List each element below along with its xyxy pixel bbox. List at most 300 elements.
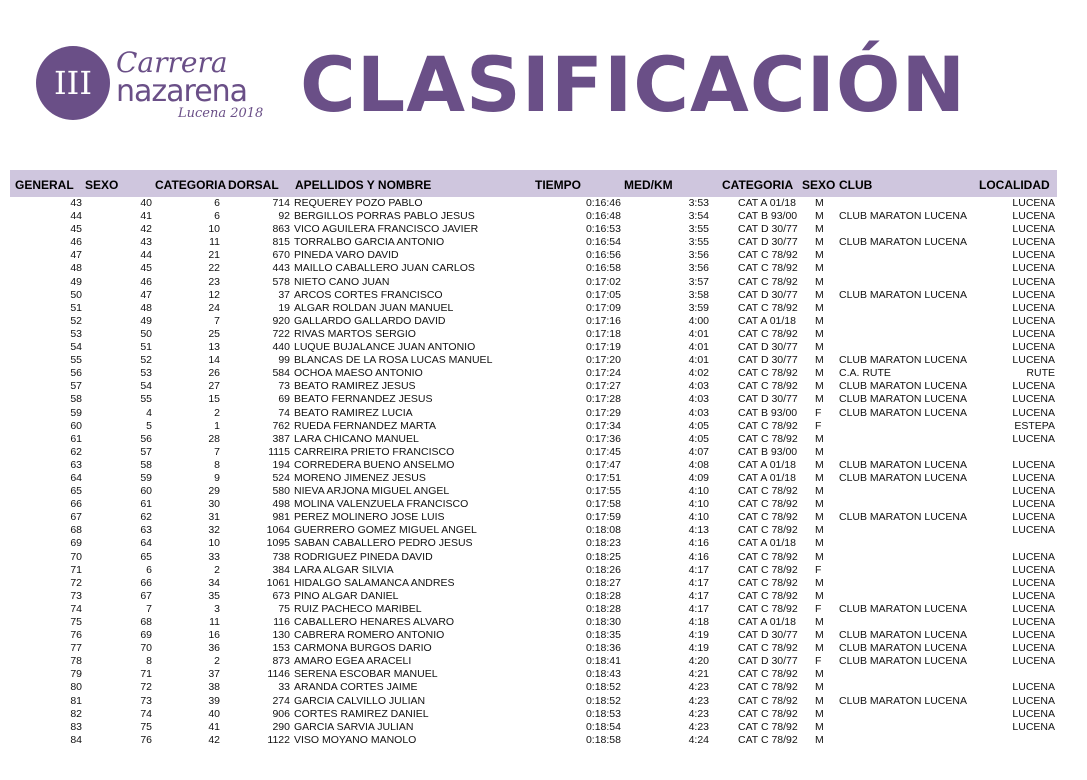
table-row bbox=[0, 721, 1087, 734]
pace-cell: 3:53 bbox=[688, 197, 709, 209]
runner-name-cell: VICO AGUILERA FRANCISCO JAVIER bbox=[294, 223, 479, 236]
sex-rank-cell: 58 bbox=[140, 458, 152, 471]
locality-cell: LUCENA bbox=[1012, 380, 1055, 393]
runner-name-cell: LARA CHICANO MANUEL bbox=[294, 432, 419, 445]
time-cell: 0:18:27 bbox=[585, 576, 621, 589]
table-row bbox=[0, 197, 1087, 210]
category-cell: CAT A 01/18 bbox=[738, 197, 796, 209]
category-cell: CAT D 30/77 bbox=[738, 629, 798, 642]
general-cell: 51 bbox=[70, 301, 82, 314]
category-cell: CAT C 78/92 bbox=[738, 720, 798, 733]
club-cell: CLUB MARATON LUCENA bbox=[839, 210, 967, 223]
runner-name-cell: CORREDERA BUENO ANSELMO bbox=[294, 458, 455, 471]
dorsal-cell: 1061 bbox=[266, 576, 290, 589]
category-cell: CAT D 30/77 bbox=[738, 655, 798, 668]
time-cell: 0:18:43 bbox=[585, 668, 621, 681]
pace-cell: 4:01 bbox=[688, 354, 709, 367]
locality-cell: LUCENA bbox=[1012, 629, 1055, 642]
category-rank-cell: 40 bbox=[208, 707, 220, 720]
sex-rank-cell: 40 bbox=[140, 197, 152, 209]
time-cell: 0:16:56 bbox=[585, 249, 621, 262]
general-cell: 59 bbox=[70, 406, 82, 419]
pace-cell: 4:17 bbox=[688, 602, 709, 615]
category-cell: CAT C 78/92 bbox=[738, 733, 798, 746]
pace-cell: 4:05 bbox=[688, 419, 709, 432]
table-row bbox=[0, 223, 1087, 236]
sex-cell: M bbox=[815, 354, 824, 367]
sex-cell: M bbox=[815, 720, 824, 733]
dorsal-cell: 873 bbox=[272, 655, 290, 668]
locality-cell: LUCENA bbox=[1012, 262, 1055, 275]
category-cell: CAT D 30/77 bbox=[738, 223, 798, 236]
pace-cell: 4:23 bbox=[688, 681, 709, 694]
category-cell: CAT C 78/92 bbox=[738, 589, 798, 602]
table-row bbox=[0, 328, 1087, 341]
sex-cell: M bbox=[815, 197, 824, 209]
pace-cell: 4:10 bbox=[688, 511, 709, 524]
locality-cell: LUCENA bbox=[1012, 694, 1055, 707]
sex-rank-cell: 60 bbox=[140, 485, 152, 498]
category-cell: CAT C 78/92 bbox=[738, 524, 798, 537]
runner-name-cell: ARANDA CORTES JAIME bbox=[294, 681, 418, 694]
category-cell: CAT C 78/92 bbox=[738, 327, 798, 340]
sex-cell: M bbox=[815, 485, 824, 498]
runner-name-cell: BLANCAS DE LA ROSA LUCAS MANUEL bbox=[294, 354, 493, 367]
header-localidad: LOCALIDAD bbox=[979, 178, 1050, 192]
pace-cell: 4:19 bbox=[688, 642, 709, 655]
pace-cell: 4:23 bbox=[688, 707, 709, 720]
sex-rank-cell: 59 bbox=[140, 471, 152, 484]
category-cell: CAT B 93/00 bbox=[738, 210, 798, 223]
dorsal-cell: 384 bbox=[272, 563, 290, 576]
runner-name-cell: ARCOS CORTES FRANCISCO bbox=[294, 288, 443, 301]
pace-cell: 4:19 bbox=[688, 629, 709, 642]
general-cell: 64 bbox=[70, 471, 82, 484]
time-cell: 0:17:59 bbox=[585, 511, 621, 524]
table-row bbox=[0, 380, 1087, 393]
logo-line-place-year: Lucena 2018 bbox=[178, 106, 264, 121]
category-rank-cell: 42 bbox=[208, 733, 220, 746]
time-cell: 0:18:36 bbox=[585, 642, 621, 655]
table-row bbox=[0, 420, 1087, 433]
time-cell: 0:18:08 bbox=[585, 524, 621, 537]
runner-name-cell: CARREIRA PRIETO FRANCISCO bbox=[294, 445, 455, 458]
dorsal-cell: 714 bbox=[272, 197, 290, 209]
dorsal-cell: 1146 bbox=[267, 668, 290, 681]
club-cell: CLUB MARATON LUCENA bbox=[839, 288, 967, 301]
category-rank-cell: 9 bbox=[214, 471, 220, 484]
table-row bbox=[0, 354, 1087, 367]
locality-cell: LUCENA bbox=[1012, 471, 1055, 484]
locality-cell: LUCENA bbox=[1012, 327, 1055, 340]
category-rank-cell: 35 bbox=[208, 589, 220, 602]
category-cell: CAT C 78/92 bbox=[738, 668, 798, 681]
runner-name-cell: RODRIGUEZ PINEDA DAVID bbox=[294, 550, 433, 563]
runner-name-cell: ALGAR ROLDAN JUAN MANUEL bbox=[294, 301, 454, 314]
pace-cell: 3:57 bbox=[688, 275, 709, 288]
category-cell: CAT C 78/92 bbox=[738, 367, 798, 380]
category-rank-cell: 6 bbox=[214, 210, 220, 223]
pace-cell: 4:16 bbox=[688, 550, 709, 563]
dorsal-cell: 580 bbox=[272, 485, 290, 498]
sex-cell: M bbox=[815, 341, 824, 354]
time-cell: 0:18:25 bbox=[585, 550, 621, 563]
category-rank-cell: 30 bbox=[208, 498, 220, 511]
table-row bbox=[0, 668, 1087, 681]
sex-rank-cell: 74 bbox=[140, 707, 152, 720]
category-rank-cell: 32 bbox=[208, 524, 220, 537]
general-cell: 44 bbox=[70, 210, 82, 223]
table-row bbox=[0, 446, 1087, 459]
dorsal-cell: 116 bbox=[273, 616, 290, 628]
category-cell: CAT D 30/77 bbox=[738, 236, 798, 249]
time-cell: 0:17:45 bbox=[585, 445, 621, 458]
time-cell: 0:18:41 bbox=[585, 655, 621, 668]
category-cell: CAT A 01/18 bbox=[738, 616, 796, 628]
sex-rank-cell: 65 bbox=[140, 550, 152, 563]
sex-rank-cell: 43 bbox=[140, 236, 152, 249]
general-cell: 79 bbox=[70, 668, 82, 681]
sex-cell: M bbox=[815, 642, 824, 655]
category-cell: CAT C 78/92 bbox=[738, 602, 798, 615]
time-cell: 0:18:58 bbox=[585, 733, 621, 746]
runner-name-cell: VISO MOYANO MANOLO bbox=[294, 733, 417, 746]
general-cell: 53 bbox=[70, 327, 82, 340]
locality-cell: LUCENA bbox=[1012, 707, 1055, 720]
sex-cell: M bbox=[815, 616, 824, 628]
runner-name-cell: BERGILLOS PORRAS PABLO JESUS bbox=[294, 210, 475, 223]
header-categoria-2: CATEGORIA bbox=[722, 178, 794, 192]
pace-cell: 4:10 bbox=[688, 485, 709, 498]
dorsal-cell: 153 bbox=[272, 642, 290, 655]
locality-cell: ESTEPA bbox=[1014, 419, 1055, 432]
category-cell: CAT A 01/18 bbox=[738, 471, 796, 484]
sex-rank-cell: 54 bbox=[140, 380, 152, 393]
runner-name-cell: MORENO JIMENEZ JESUS bbox=[294, 471, 426, 484]
time-cell: 0:17:09 bbox=[585, 301, 621, 314]
time-cell: 0:17:58 bbox=[585, 498, 621, 511]
table-row bbox=[0, 498, 1087, 511]
sex-rank-cell: 55 bbox=[140, 393, 152, 406]
category-cell: CAT C 78/92 bbox=[738, 576, 798, 589]
sex-rank-cell: 52 bbox=[140, 354, 152, 367]
category-cell: CAT C 78/92 bbox=[738, 262, 798, 275]
category-cell: CAT D 30/77 bbox=[738, 354, 798, 367]
results-table-body bbox=[0, 197, 1087, 747]
locality-cell: LUCENA bbox=[1012, 602, 1055, 615]
table-row bbox=[0, 367, 1087, 380]
dorsal-cell: 443 bbox=[272, 262, 290, 275]
table-row bbox=[0, 236, 1087, 249]
runner-name-cell: BEATO RAMIREZ LUCIA bbox=[294, 406, 413, 419]
logo-numeral: III bbox=[36, 46, 110, 120]
club-cell: CLUB MARATON LUCENA bbox=[839, 511, 967, 524]
time-cell: 0:17:47 bbox=[585, 458, 621, 471]
pace-cell: 4:03 bbox=[688, 380, 709, 393]
general-cell: 78 bbox=[70, 655, 82, 668]
category-cell: CAT D 30/77 bbox=[738, 393, 798, 406]
general-cell: 61 bbox=[70, 432, 82, 445]
runner-name-cell: TORRALBO GARCIA ANTONIO bbox=[294, 236, 445, 249]
club-cell: C.A. RUTE bbox=[839, 367, 891, 380]
locality-cell: LUCENA bbox=[1012, 210, 1055, 223]
locality-cell: LUCENA bbox=[1012, 681, 1055, 694]
sex-cell: M bbox=[815, 236, 824, 249]
category-cell: CAT C 78/92 bbox=[738, 249, 798, 262]
sex-cell: M bbox=[815, 223, 824, 236]
page-title: CLASIFICACIÓN bbox=[300, 40, 967, 129]
locality-cell: LUCENA bbox=[1012, 563, 1055, 576]
sex-cell: M bbox=[815, 694, 824, 707]
category-cell: CAT C 78/92 bbox=[738, 694, 798, 707]
sex-cell: M bbox=[815, 707, 824, 720]
general-cell: 72 bbox=[70, 576, 82, 589]
category-cell: CAT A 01/18 bbox=[738, 314, 796, 327]
general-cell: 68 bbox=[70, 524, 82, 537]
category-rank-cell: 28 bbox=[208, 432, 220, 445]
sex-rank-cell: 69 bbox=[140, 629, 152, 642]
category-cell: CAT C 78/92 bbox=[738, 301, 798, 314]
category-rank-cell: 21 bbox=[208, 249, 220, 262]
time-cell: 0:18:23 bbox=[585, 537, 621, 550]
time-cell: 0:18:30 bbox=[585, 616, 621, 628]
runner-name-cell: RIVAS MARTOS SERGIO bbox=[294, 327, 416, 340]
category-rank-cell: 39 bbox=[208, 694, 220, 707]
category-rank-cell: 7 bbox=[214, 314, 220, 327]
runner-name-cell: SERENA ESCOBAR MANUEL bbox=[294, 668, 438, 681]
table-row bbox=[0, 590, 1087, 603]
time-cell: 0:17:16 bbox=[585, 314, 621, 327]
category-cell: CAT C 78/92 bbox=[738, 563, 798, 576]
dorsal-cell: 37 bbox=[278, 288, 290, 301]
time-cell: 0:16:46 bbox=[585, 197, 621, 209]
sex-rank-cell: 4 bbox=[146, 406, 152, 419]
general-cell: 46 bbox=[70, 236, 82, 249]
general-cell: 84 bbox=[70, 733, 82, 746]
table-row bbox=[0, 302, 1087, 315]
locality-cell: LUCENA bbox=[1012, 314, 1055, 327]
time-cell: 0:18:52 bbox=[585, 681, 621, 694]
general-cell: 47 bbox=[70, 249, 82, 262]
time-cell: 0:18:26 bbox=[585, 563, 621, 576]
category-rank-cell: 10 bbox=[208, 537, 220, 550]
pace-cell: 4:17 bbox=[688, 576, 709, 589]
table-row bbox=[0, 616, 1087, 629]
table-row bbox=[0, 695, 1087, 708]
locality-cell: LUCENA bbox=[1012, 498, 1055, 511]
table-row bbox=[0, 681, 1087, 694]
dorsal-cell: 578 bbox=[272, 275, 290, 288]
sex-rank-cell: 45 bbox=[140, 262, 152, 275]
sex-rank-cell: 70 bbox=[140, 642, 152, 655]
general-cell: 54 bbox=[70, 341, 82, 354]
dorsal-cell: 75 bbox=[278, 602, 290, 615]
time-cell: 0:16:48 bbox=[585, 210, 621, 223]
general-cell: 76 bbox=[70, 629, 82, 642]
table-row bbox=[0, 249, 1087, 262]
sex-rank-cell: 75 bbox=[140, 720, 152, 733]
club-cell: CLUB MARATON LUCENA bbox=[839, 393, 967, 406]
locality-cell: LUCENA bbox=[1012, 236, 1055, 249]
sex-cell: M bbox=[815, 629, 824, 642]
runner-name-cell: BEATO FERNANDEZ JESUS bbox=[294, 393, 433, 406]
dorsal-cell: 387 bbox=[272, 432, 290, 445]
sex-cell: M bbox=[815, 668, 824, 681]
locality-cell: LUCENA bbox=[1012, 406, 1055, 419]
category-cell: CAT B 93/00 bbox=[738, 406, 798, 419]
runner-name-cell: CORTES RAMIREZ DANIEL bbox=[294, 707, 429, 720]
pace-cell: 3:58 bbox=[688, 288, 709, 301]
category-rank-cell: 11 bbox=[209, 236, 220, 249]
sex-rank-cell: 68 bbox=[140, 616, 152, 628]
locality-cell: LUCENA bbox=[1012, 655, 1055, 668]
category-cell: CAT C 78/92 bbox=[738, 642, 798, 655]
table-row bbox=[0, 734, 1087, 747]
dorsal-cell: 920 bbox=[272, 314, 290, 327]
category-rank-cell: 24 bbox=[208, 301, 220, 314]
time-cell: 0:17:27 bbox=[585, 380, 621, 393]
pace-cell: 3:54 bbox=[688, 210, 709, 223]
locality-cell: LUCENA bbox=[1012, 485, 1055, 498]
time-cell: 0:17:02 bbox=[585, 275, 621, 288]
category-rank-cell: 26 bbox=[208, 367, 220, 380]
header-dorsal: DORSAL bbox=[228, 178, 279, 192]
locality-cell: LUCENA bbox=[1012, 511, 1055, 524]
pace-cell: 4:17 bbox=[688, 563, 709, 576]
sex-rank-cell: 73 bbox=[140, 694, 152, 707]
sex-cell: M bbox=[815, 733, 824, 746]
dorsal-cell: 1115 bbox=[268, 445, 290, 458]
locality-cell: LUCENA bbox=[1012, 249, 1055, 262]
category-cell: CAT D 30/77 bbox=[738, 288, 798, 301]
category-rank-cell: 25 bbox=[208, 327, 220, 340]
time-cell: 0:17:18 bbox=[585, 327, 621, 340]
club-cell: CLUB MARATON LUCENA bbox=[839, 655, 967, 668]
general-cell: 58 bbox=[70, 393, 82, 406]
time-cell: 0:18:54 bbox=[585, 720, 621, 733]
table-row bbox=[0, 341, 1087, 354]
time-cell: 0:18:35 bbox=[585, 629, 621, 642]
sex-rank-cell: 64 bbox=[140, 537, 152, 550]
sex-rank-cell: 41 bbox=[140, 210, 152, 223]
sex-rank-cell: 66 bbox=[140, 576, 152, 589]
sex-rank-cell: 44 bbox=[140, 249, 152, 262]
general-cell: 67 bbox=[70, 511, 82, 524]
general-cell: 43 bbox=[70, 197, 82, 209]
pace-cell: 4:24 bbox=[688, 733, 709, 746]
category-rank-cell: 29 bbox=[208, 485, 220, 498]
pace-cell: 4:03 bbox=[688, 406, 709, 419]
runner-name-cell: HIDALGO SALAMANCA ANDRES bbox=[294, 576, 455, 589]
category-rank-cell: 36 bbox=[208, 642, 220, 655]
category-cell: CAT C 78/92 bbox=[738, 498, 798, 511]
table-row bbox=[0, 459, 1087, 472]
table-row bbox=[0, 577, 1087, 590]
category-cell: CAT C 78/92 bbox=[738, 485, 798, 498]
dorsal-cell: 815 bbox=[272, 236, 290, 249]
locality-cell: LUCENA bbox=[1012, 301, 1055, 314]
pace-cell: 4:16 bbox=[688, 537, 709, 550]
time-cell: 0:16:54 bbox=[585, 236, 621, 249]
sex-rank-cell: 48 bbox=[140, 301, 152, 314]
table-row bbox=[0, 393, 1087, 406]
table-row bbox=[0, 289, 1087, 302]
time-cell: 0:17:05 bbox=[585, 288, 621, 301]
sex-cell: F bbox=[815, 602, 822, 615]
dorsal-cell: 906 bbox=[272, 707, 290, 720]
table-row bbox=[0, 642, 1087, 655]
dorsal-cell: 274 bbox=[272, 694, 290, 707]
locality-cell: LUCENA bbox=[1012, 642, 1055, 655]
logo-line-nazarena: nazarena bbox=[116, 74, 248, 109]
category-rank-cell: 33 bbox=[208, 550, 220, 563]
pace-cell: 4:05 bbox=[688, 432, 709, 445]
category-cell: CAT A 01/18 bbox=[738, 537, 796, 550]
sex-rank-cell: 67 bbox=[140, 589, 152, 602]
sex-cell: M bbox=[815, 458, 824, 471]
header-sexo: SEXO bbox=[85, 178, 119, 192]
runner-name-cell: LARA ALGAR SILVIA bbox=[294, 563, 394, 576]
table-row bbox=[0, 564, 1087, 577]
sex-rank-cell: 47 bbox=[140, 288, 152, 301]
category-cell: CAT D 30/77 bbox=[738, 341, 798, 354]
sex-rank-cell: 56 bbox=[140, 432, 152, 445]
table-row bbox=[0, 472, 1087, 485]
category-cell: CAT C 78/92 bbox=[738, 432, 798, 445]
pace-cell: 4:01 bbox=[688, 341, 709, 354]
table-row bbox=[0, 655, 1087, 668]
table-row bbox=[0, 551, 1087, 564]
time-cell: 0:17:28 bbox=[585, 393, 621, 406]
category-rank-cell: 27 bbox=[208, 380, 220, 393]
time-cell: 0:16:53 bbox=[585, 223, 621, 236]
general-cell: 82 bbox=[70, 707, 82, 720]
sex-cell: F bbox=[815, 419, 822, 432]
category-cell: CAT C 78/92 bbox=[738, 707, 798, 720]
category-rank-cell: 23 bbox=[208, 275, 220, 288]
locality-cell: LUCENA bbox=[1012, 275, 1055, 288]
sex-cell: F bbox=[815, 406, 822, 419]
table-row bbox=[0, 407, 1087, 420]
pace-cell: 4:09 bbox=[688, 471, 709, 484]
category-rank-cell: 31 bbox=[208, 511, 220, 524]
sex-cell: M bbox=[815, 301, 824, 314]
category-rank-cell: 1 bbox=[214, 419, 220, 432]
pace-cell: 4:13 bbox=[688, 524, 709, 537]
locality-cell: LUCENA bbox=[1012, 432, 1055, 445]
runner-name-cell: RUEDA FERNANDEZ MARTA bbox=[294, 419, 436, 432]
general-cell: 65 bbox=[70, 485, 82, 498]
category-rank-cell: 12 bbox=[208, 288, 220, 301]
pace-cell: 3:56 bbox=[688, 249, 709, 262]
table-header bbox=[10, 170, 1057, 197]
category-cell: CAT C 78/92 bbox=[738, 681, 798, 694]
runner-name-cell: CABRERA ROMERO ANTONIO bbox=[294, 629, 445, 642]
sex-cell: M bbox=[815, 681, 824, 694]
pace-cell: 3:59 bbox=[688, 301, 709, 314]
sex-rank-cell: 5 bbox=[146, 419, 152, 432]
sex-rank-cell: 7 bbox=[146, 602, 152, 615]
dorsal-cell: 584 bbox=[272, 367, 290, 380]
category-rank-cell: 7 bbox=[214, 445, 220, 458]
pace-cell: 4:21 bbox=[688, 668, 709, 681]
category-rank-cell: 3 bbox=[214, 602, 220, 615]
category-rank-cell: 2 bbox=[214, 655, 220, 668]
pace-cell: 4:23 bbox=[688, 720, 709, 733]
sex-cell: M bbox=[815, 498, 824, 511]
dorsal-cell: 440 bbox=[272, 341, 290, 354]
runner-name-cell: AMARO EGEA ARACELI bbox=[294, 655, 412, 668]
